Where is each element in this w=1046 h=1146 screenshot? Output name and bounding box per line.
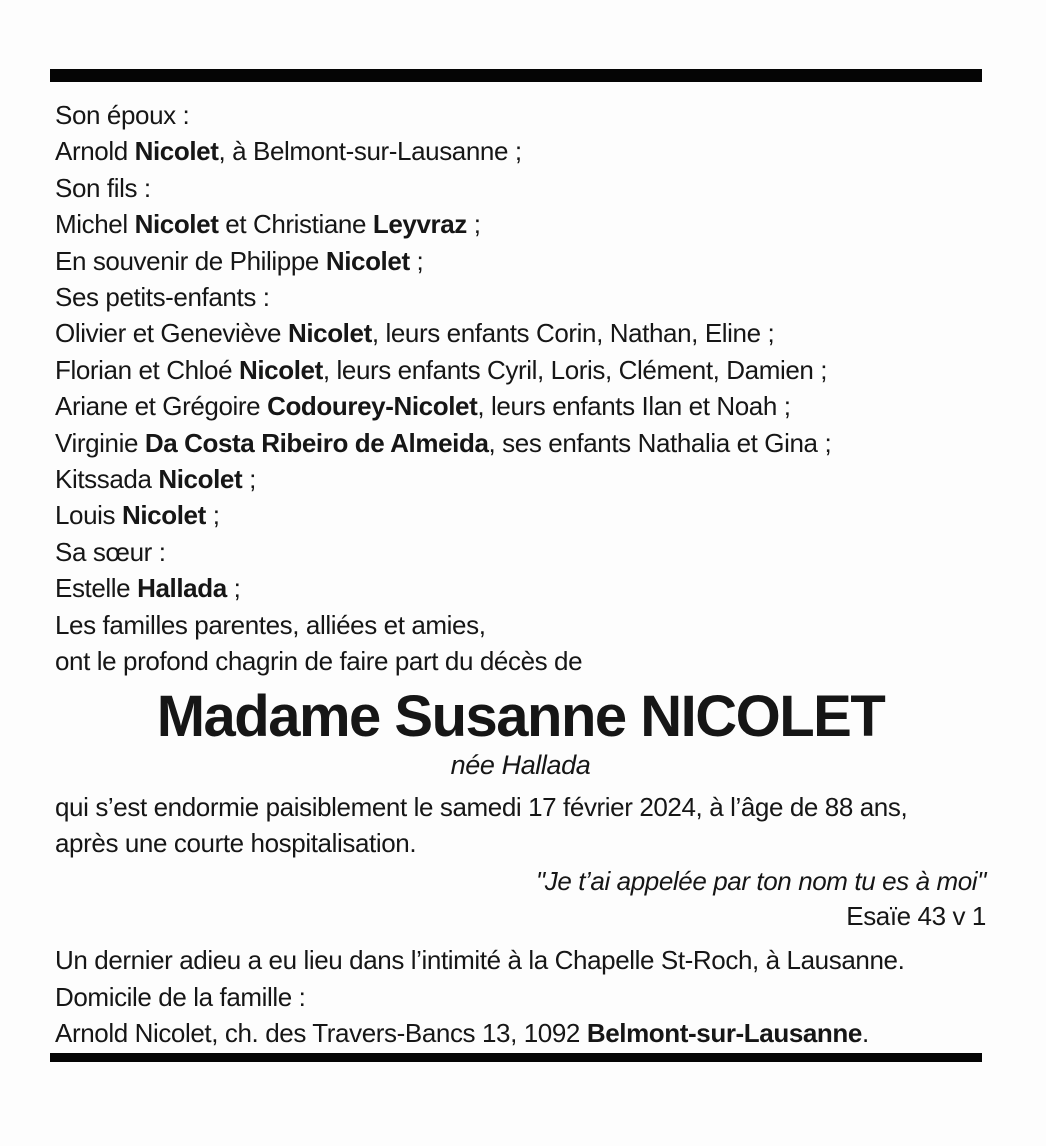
quote-text: "Je t’ai appelée par ton nom tu es à moi" xyxy=(535,866,986,897)
text-line: Florian et Chloé Nicolet, leurs enfants Cyril, Loris, Clément, Damien ; xyxy=(55,354,828,385)
text-line: Estelle Hallada ; xyxy=(55,573,241,604)
quote-reference: Esaïe 43 v 1 xyxy=(846,901,986,932)
family-list xyxy=(55,97,986,680)
text-line: Son fils : xyxy=(55,172,151,203)
text-line: En souvenir de Philippe Nicolet ; xyxy=(55,245,424,276)
text-line: après une courte hospitalisation. xyxy=(55,827,417,858)
notice-content xyxy=(55,97,986,1052)
text-line: Louis Nicolet ; xyxy=(55,500,220,531)
deceased-name: Madame Susanne NICOLET xyxy=(156,683,885,749)
maiden-name: née Hallada xyxy=(450,749,591,780)
quote-block xyxy=(55,864,986,934)
bottom-rule xyxy=(50,1053,982,1062)
text-line: Michel Nicolet et Christiane Leyvraz ; xyxy=(55,209,481,240)
text-line: Arnold Nicolet, à Belmont-sur-Lausanne ; xyxy=(55,136,522,167)
text-line: Domicile de la famille : xyxy=(55,981,306,1012)
death-statement xyxy=(55,789,986,862)
text-line: Ariane et Grégoire Codourey-Nicolet, leurs enfants Ilan et Noah ; xyxy=(55,391,791,422)
top-rule xyxy=(50,69,982,82)
text-line: Kitssada Nicolet ; xyxy=(55,464,256,495)
text-line: Ses petits-enfants : xyxy=(55,282,270,313)
text-line: Un dernier adieu a eu lieu dans l’intimité à la Chapelle St-Roch, à Lausanne. xyxy=(55,945,905,976)
text-line: ont le profond chagrin de faire part du décès de xyxy=(55,646,583,677)
text-line: Les familles parentes, alliées et amies, xyxy=(55,609,486,640)
text-line: Virginie Da Costa Ribeiro de Almeida, ses enfants Nathalia et Gina ; xyxy=(55,427,832,458)
text-line: qui s’est endormie paisiblement le samedi 17 février 2024, à l’âge de 88 ans, xyxy=(55,791,908,822)
closing-block xyxy=(55,942,986,1051)
text-line: Arnold Nicolet, ch. des Travers-Bancs 13, 1092 Belmont-sur-Lausanne. xyxy=(55,1018,869,1049)
text-line: Sa sœur : xyxy=(55,536,166,567)
text-line: Son époux : xyxy=(55,100,190,130)
text-line: Olivier et Geneviève Nicolet, leurs enfants Corin, Nathan, Eline ; xyxy=(55,318,775,349)
